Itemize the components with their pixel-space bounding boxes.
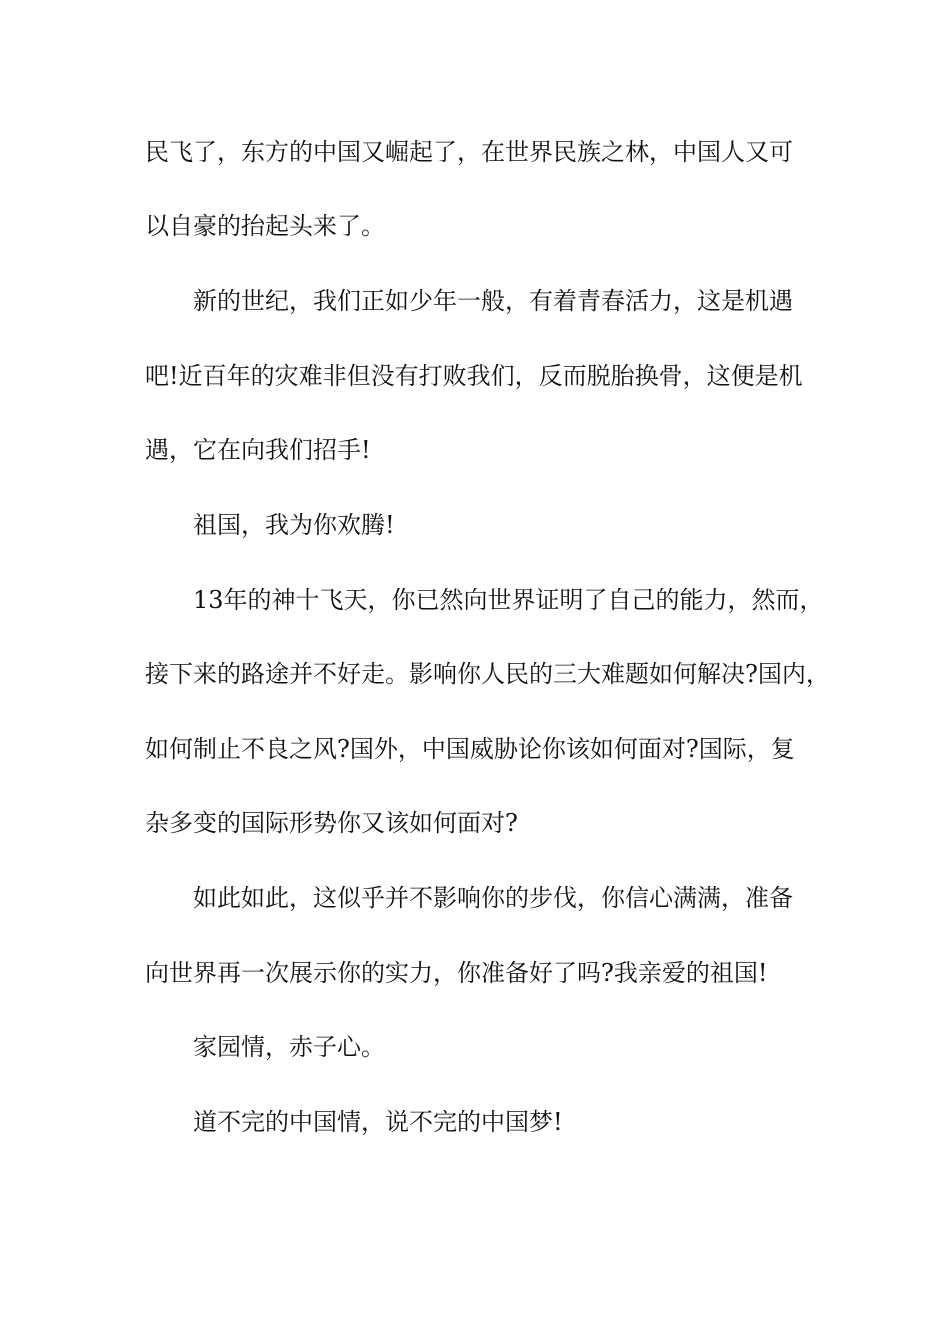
paragraph-line: 新的世纪，我们正如少年一般，有着青春活力，这是机遇: [193, 287, 793, 315]
paragraph-line: 向世界再一次展示你的实力，你准备好了吗?我亲爱的祖国!: [145, 959, 768, 987]
paragraph-line: 如何制止不良之风?国外，中国威胁论你该如何面对?国际，复: [145, 735, 795, 763]
paragraph-line: 杂多变的国际形势你又该如何面对?: [145, 809, 518, 837]
paragraph-line: 祖国，我为你欢腾!: [193, 511, 395, 539]
paragraph-line: 道不完的中国情，说不完的中国梦!: [193, 1108, 563, 1136]
paragraph-line: 13年的神十飞天，你已然向世界证明了自己的能力，然而，: [193, 586, 824, 614]
paragraph-line: 遇，它在向我们招手!: [145, 436, 371, 464]
paragraph-line: 民飞了，东方的中国又崛起了，在世界民族之林，中国人又可: [145, 138, 793, 166]
paragraph-line: 以自豪的抬起头来了。: [145, 212, 385, 240]
paragraph-line: 如此如此，这似乎并不影响你的步伐，你信心满满，准备: [193, 884, 793, 912]
paragraph-line: 吧!近百年的灾难非但没有打败我们，反而脱胎换骨，这便是机: [145, 362, 803, 390]
paragraph-line: 接下来的路途并不好走。影响你人民的三大难题如何解决?国内，: [145, 660, 830, 688]
paragraph-line: 家园情，赤子心。: [193, 1033, 385, 1061]
